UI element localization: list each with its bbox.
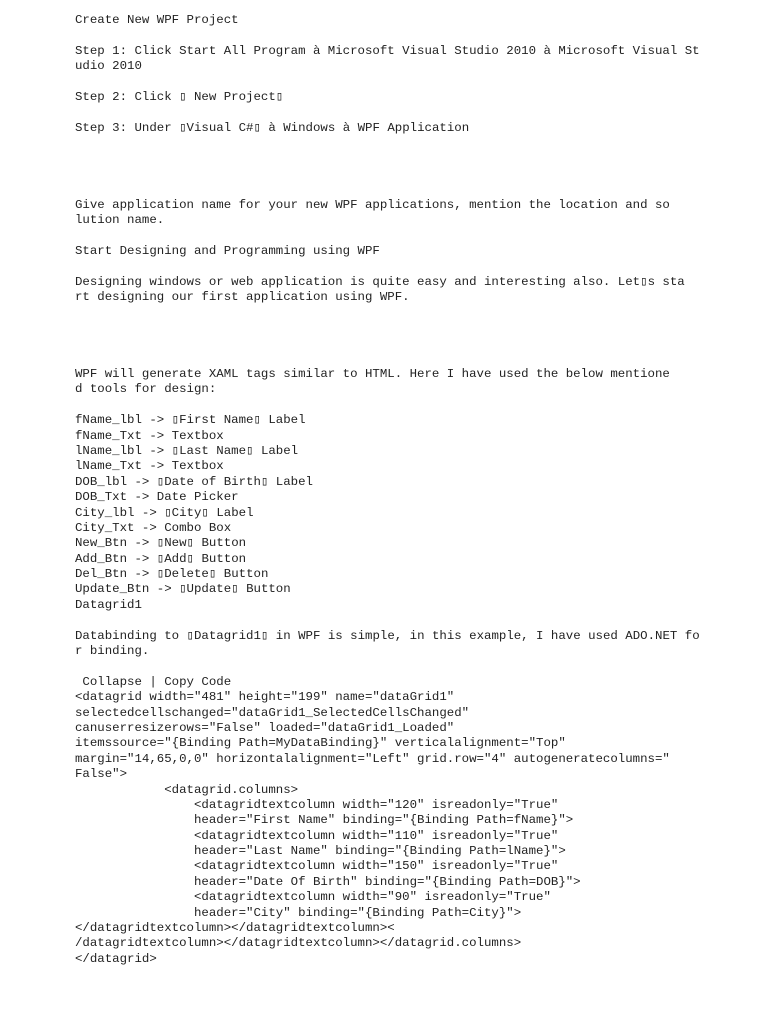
document-text-line: <datagridtextcolumn width="150" isreadonly="True" [75,859,559,874]
blank-line [75,398,715,413]
document-text-line: itemssource="{Binding Path=MyDataBinding}" verticalalignment="Top" [75,736,566,751]
document-text-line: /datagridtextcolumn></datagridtextcolumn></datagrid.columns> [75,936,522,951]
document-text-line: Collapse | Copy Code [75,674,232,689]
document-text-line: City_Txt -> Combo Box [75,520,232,535]
document-text-line: lName_Txt -> Textbox [75,459,224,474]
blank-line [75,228,715,243]
document-page [75,13,715,967]
blank-line [75,259,715,274]
blank-line [75,152,715,167]
document-text-line: <datagrid width="481" height="199" name="dataGrid1" [75,690,455,705]
document-text-line: Update_Btn -> ▯Update▯ Button [75,582,291,597]
document-text-line: <datagridtextcolumn width="120" isreadonly="True" [75,797,559,812]
document-text-line: Add_Btn -> ▯Add▯ Button [75,551,247,566]
document-text-line: Del_Btn -> ▯Delete▯ Button [75,567,269,582]
document-text-line: fName_lbl -> ▯First Name▯ Label [75,413,306,428]
document-text-line: City_lbl -> ▯City▯ Label [75,505,254,520]
blank-line [75,321,715,336]
document-text-line: DOB_Txt -> Date Picker [75,490,239,505]
document-text-line: Designing windows or web application is quite easy and interesting also. Let▯s sta [75,274,685,289]
document-text-line: WPF will generate XAML tags similar to HTML. Here I have used the below mentione [75,366,670,381]
document-text-line: header="Last Name" binding="{Binding Path=lName}"> [75,844,566,859]
document-text-line: lution name. [75,213,165,228]
document-text-line: selectedcellschanged="dataGrid1_SelectedCellsChanged" [75,705,470,720]
document-text-line: rt designing our first application using WPF. [75,290,410,305]
document-text-line: Create New WPF Project [75,13,239,27]
blank-line [75,659,715,674]
document-text-line: udio 2010 [75,59,142,74]
document-text-line: <datagridtextcolumn width="90" isreadonly="True" [75,890,551,905]
blank-line [75,182,715,197]
document-text-line: header="Date Of Birth" binding="{Binding Path=DOB}"> [75,874,581,889]
document-text-line: Datagrid1 [75,597,142,612]
blank-line [75,613,715,628]
blank-line [75,136,715,151]
document-text-line: r binding. [75,644,150,659]
document-text-line: Start Designing and Programming using WPF [75,243,380,258]
blank-line [75,28,715,43]
document-text-line: canuserresizerows="False" loaded="dataGrid1_Loaded" [75,720,455,735]
document-text-line: Step 3: Under ▯Visual C#▯ à Windows à WPF Application [75,120,470,135]
document-text-line: fName_Txt -> Textbox [75,428,224,443]
document-text-line: Step 2: Click ▯ New Project▯ [75,89,284,104]
document-text-line: DOB_lbl -> ▯Date of Birth▯ Label [75,474,313,489]
document-text-line: </datagrid> [75,951,157,966]
document-text-line: Databinding to ▯Datagrid1▯ in WPF is simple, in this example, I have used ADO.NET fo [75,628,700,643]
blank-line [75,352,715,367]
blank-line [75,167,715,182]
document-text-line: New_Btn -> ▯New▯ Button [75,536,247,551]
document-text-line: d tools for design: [75,382,217,397]
document-text-line: <datagrid.columns> [75,782,299,797]
blank-line [75,305,715,320]
document-text-line: <datagridtextcolumn width="110" isreadonly="True" [75,828,559,843]
document-text-line: </datagridtextcolumn></datagridtextcolumn>< [75,921,395,936]
document-text-line: lName_lbl -> ▯Last Name▯ Label [75,443,299,458]
blank-line [75,105,715,120]
document-text-line: Give application name for your new WPF applications, mention the location and so [75,197,670,212]
blank-line [75,336,715,351]
document-text-line: Step 1: Click Start All Program à Microsoft Visual Studio 2010 à Microsoft Visual St [75,43,700,58]
document-text-line: False"> [75,767,128,782]
document-text-line: header="City" binding="{Binding Path=City}"> [75,905,522,920]
document-text-line: header="First Name" binding="{Binding Path=fName}"> [75,813,574,828]
document-text-line: margin="14,65,0,0" horizontalalignment="Left" grid.row="4" autogeneratecolumns=" [75,751,670,766]
blank-line [75,75,715,90]
